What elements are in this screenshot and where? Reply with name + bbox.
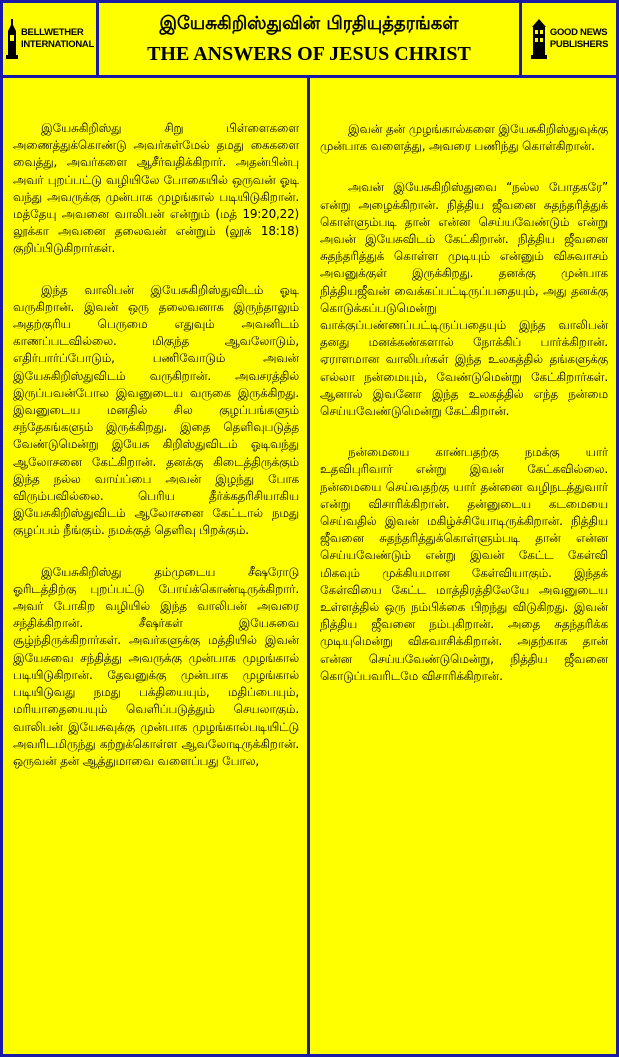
right-column	[310, 78, 616, 1054]
article-body	[3, 78, 616, 1054]
bellwether-logo-text: BELLWETHER INTERNATIONAL	[21, 27, 94, 50]
building-icon	[530, 19, 548, 59]
paragraph: நன்மையை காண்பதற்கு நமக்கு யார் உதவிபுரிவார் என்று இவன் கேட்கவில்லை. நன்மையை செய்வதற்கு யார் தன்னை வழிநடத்துவார் என்று விசாரிக்கிறான். தன்னுடைய கடமையை செய்வதில் இவன் மகிழ்ச்சியோடிருக்கிறான். நித்திய ஜீவனை சுதந்தரித்துக்கொள்ளும்படி தான் என்ன செய்யவேண்டும் என்று இவன் கேட்ட கேள்வி மிகவும் முக்கியமான கேள்வியாகும். இந்தக் கேள்வியை கேட்ட மாத்திரத்திலேயே அவனுடைய உள்ளத்தில் ஒரு நம்பிக்கை பிறந்து விடுகிறது. இவன் நித்திய ஜீவனை நம்புகிறான். அதை சுதந்தரிக்க முடியுமென்று விசுவாசிக்கிறான். அதற்காக தான் என்ன செய்யவேண்டுமென்று, நித்திய ஜீவனை கொடுப்பவரிடமே விசாரிக்கிறான்.	[320, 445, 608, 683]
paragraph: இந்த வாலிபன் இயேசுகிறிஸ்துவிடம் ஓடி வருகிறான். இவன் ஒரு தலைவனாக இருந்தாலும் அதற்குரிய பெருமை எதுவும் அவனிடம் காணப்படவில்லை. மிகுந்த ஆவலோடும், எதிர்பார்ப்போடும், பணிவோடும் அவன் இயேசுகிறிஸ்துவிடம் வருகிறான். அவசரத்தில் இருப்பவன்போல இவனுடைய வருகை இருக்கிறது. இவனுடைய மனதில் சில குழப்பங்களும் சந்தேகங்களும் இருக்கிறது. இதை தெளிவுபடுத்த வேண்டுமென்று இயேசு கிறிஸ்துவிடம் ஓடிவந்து ஆலோசனை கேட்கிறான். தனக்கு கிடைத்திருக்கும் இந்த நல்ல வாய்ப்பை அவன் இழந்து போக விரும்பவில்லை. பெரிய தீர்க்கதரிசியாகிய இயேசுகிறிஸ்துவிடம் ஆலோசனை கேட்டால் நமது குழப்பம் நீங்கும். நமக்குத் தெளிவு பிறக்கும்.	[13, 282, 299, 538]
left-column	[3, 78, 307, 1054]
paragraph: இயேசுகிறிஸ்து தம்முடைய சீஷரோடு ஓரிடத்திற்கு புறப்பட்டு போய்க்கொண்டிருக்கிறார். அவர் போகிற வழியில் இந்த வாலிபன் அவரை சந்திக்கிறான். சீஷர்கள் இயேசுவை சூழ்ந்திருக்கிறார்கள். அவர்களுக்கு மத்தியில் இவன் இயேசுவை சந்தித்து அவருக்கு முன்பாக முழங்கால் படியிடுகிறான். தேவனுக்கு முன்பாக முழங்கால் படியிடுவது நமது பக்தியையும், மதிப்பையும், மரியாதையையும் வெளிப்படுத்தும் செயலாகும். வாலிபன் இயேசுவுக்கு முன்பாக முழங்கால்படியிட்டு அவரிடமிருந்து கற்றுக்கொள்ள ஆவலோடிருக்கிறான். ஒருவன் தன் ஆத்துமாவை வளைப்பது போல,	[13, 564, 299, 768]
title-box	[99, 3, 519, 75]
paragraph: அவன் இயேசுகிறிஸ்துவை “நல்ல போதகரே” என்று அழைக்கிறான். நித்திய ஜீவனை சுதந்தரித்துக் கொள்ளும்படி தான் என்ன செய்யவேண்டும் என்று அவன் இயேசுவிடம் கேட்கிறான். நித்திய ஜீவனை சுதந்தரித்துக் கொள்ள முடியும் என்னும் விசுவாசம் அவனுக்குள் இருக்கிறது. தனக்கு முன்பாக நித்தியஜீவன் வைக்கப்பட்டிருப்பதையும், அது தனக்கு கொடுக்கப்படுமென்று வாக்குப்பண்ணப்பட்டிருப்பதையும் இந்த வாலிபன் தனது மனக்கண்களால் நோக்கிப் பார்க்கிறான். ஏராளமான வாலிபர்கள் இந்த உலகத்தில் தங்களுக்கு எல்லா நன்மையும், வேண்டுமென்று கேட்கிறார்கள். ஆனால் இவனோ இந்த உலகத்தில் எந்த நன்மை செய்யவேண்டுமென்று கேட்கிறான்.	[320, 180, 608, 419]
bell-tower-icon	[5, 19, 19, 59]
good-news-logo	[522, 3, 616, 75]
page-title-tamil: இயேசுகிறிஸ்துவின் பிரதியுத்தரங்கள்	[159, 13, 459, 34]
page-title-english: THE ANSWERS OF JESUS CHRIST	[147, 43, 471, 65]
header	[3, 3, 616, 75]
bellwether-logo	[3, 3, 96, 75]
paragraph: இயேசுகிறிஸ்து சிறு பிள்ளைகளை அணைத்துக்கொண்டு அவர்கள்மேல் தமது கைகளை வைத்து, அவர்களை ஆசீர்வதிக்கிறார். அதன்பின்பு அவர் புறப்பட்டு வழியிலே போகையில் ஒருவன் ஓடி வந்து அவருக்கு முன்பாக முழங்கால் படியிடுகிறான். மத்தேயு அவனை வாலிபன் என்றும் (மத் 19:20,22) லூக்கா அவனை தலைவன் என்றும் (லூக் 18:18) குறிப்பிடுகிறார்கள்.	[13, 121, 299, 256]
good-news-logo-text: GOOD NEWS PUBLISHERS	[549, 27, 609, 50]
paragraph: இவன் தன் முழங்கால்களை இயேசுகிறிஸ்துவுக்கு முன்பாக வளைத்து, அவரை பணிந்து கொள்கிறான்.	[320, 122, 608, 154]
